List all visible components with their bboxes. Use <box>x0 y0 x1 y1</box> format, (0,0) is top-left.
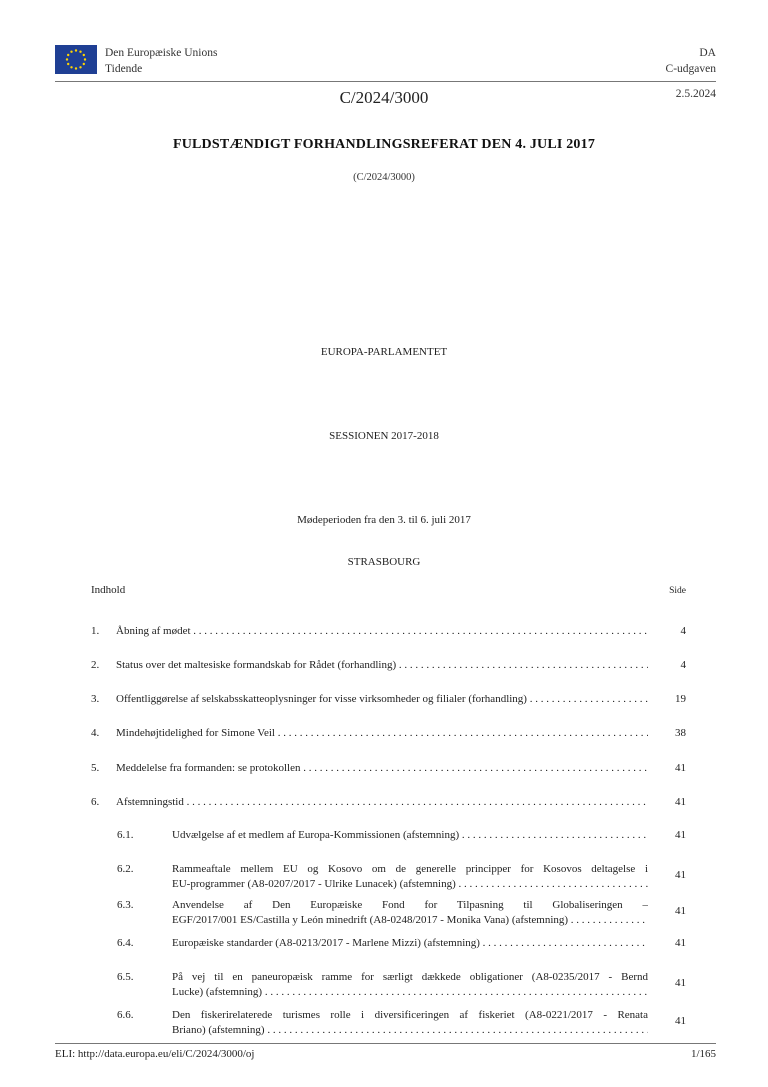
toc-item-number: 6.6. <box>117 1009 134 1021</box>
toc-item-text-line1: Den fiskerirelaterede turismes rolle i diversificeringen af fiskeriet (A8-0221/2017 - Renata <box>172 1009 648 1021</box>
institution-name: EUROPA-PARLAMENTET <box>320 346 448 358</box>
toc-item-text-line2: Lucke) (afstemning) . . . <box>172 985 648 1000</box>
toc-item-number: 4. <box>91 727 100 739</box>
toc-item-text-line1: Rammeaftale mellem EU og Kosovo om de generelle principper for Kosovos deltagelse i <box>172 863 648 875</box>
journal-name-line1: Den Europæiske Unions <box>105 47 218 59</box>
toc-item-text-line1: På vej til en paneuropæisk ramme for særligt dækkede obligationer (A8-0235/2017 - Bernd <box>172 971 648 983</box>
toc-item-number: 6. <box>91 796 100 808</box>
toc-item-text: Mindehøjtidelighed for Simone Veil . . . <box>116 726 648 741</box>
session-label: SESSIONEN 2017-2018 <box>329 430 439 442</box>
journal-name-line2: Tidende <box>105 63 143 75</box>
toc-item-number: 6.3. <box>117 899 134 911</box>
toc-item-page: 41 <box>675 937 686 949</box>
toc-item-text: Afstemningstid . . . <box>116 795 648 810</box>
toc-item-text: Offentliggørelse af selskabsskatteoplysninger for visse virksomheder og filialer (forhandling) . . . <box>116 692 648 707</box>
header-divider <box>55 81 716 82</box>
toc-item-page: 4 <box>680 659 686 671</box>
toc-item-page: 41 <box>675 869 686 881</box>
toc-item-page: 41 <box>675 905 686 917</box>
toc-item-number: 6.2. <box>117 863 134 875</box>
toc-item-number: 3. <box>91 693 100 705</box>
eu-flag-logo <box>55 45 97 74</box>
toc-heading: Indhold <box>91 584 126 596</box>
toc-item-text-line1: Anvendelse af Den Europæiske Fond for Tilpasning til Globaliseringen – <box>172 899 648 911</box>
toc-item-number: 1. <box>91 625 100 637</box>
toc-item-page: 41 <box>675 977 686 989</box>
city-name: STRASBOURG <box>347 556 421 568</box>
session-period: Mødeperioden fra den 3. til 6. juli 2017 <box>297 514 471 526</box>
toc-page-column-label: Side <box>669 586 686 596</box>
page-number: 1/165 <box>690 1048 716 1060</box>
toc-item-text: Åbning af mødet . . . <box>116 624 648 639</box>
toc-item-number: 6.4. <box>117 937 134 949</box>
toc-item-page: 41 <box>675 1015 686 1027</box>
journal-name <box>105 45 217 77</box>
document-title: FULDSTÆNDIGT FORHANDLINGSREFERAT DEN 4. JULI 2017 <box>172 137 596 152</box>
edition-label: C-udgaven <box>665 63 716 75</box>
toc-item-text-line2: Briano) (afstemning) . . . <box>172 1023 648 1038</box>
eli-link[interactable]: ELI: http://data.europa.eu/eli/C/2024/3000/oj <box>55 1048 255 1060</box>
language-code: DA <box>699 47 716 59</box>
toc-item-text: Europæiske standarder (A8-0213/2017 - Marlene Mizzi) (afstemning) . . . <box>172 936 648 951</box>
toc-item-page: 41 <box>675 762 686 774</box>
language-edition <box>666 45 716 77</box>
toc-item-text: Status over det maltesiske formandskab for Rådet (forhandling) . . . <box>116 658 648 673</box>
toc-item-page: 38 <box>675 727 686 739</box>
document-number: C/2024/3000 <box>339 88 429 107</box>
toc-item-text: Meddelelse fra formanden: se protokollen . . . <box>116 761 648 776</box>
document-reference: (C/2024/3000) <box>353 172 415 183</box>
toc-item-page: 4 <box>680 625 686 637</box>
toc-item-number: 5. <box>91 762 100 774</box>
toc-item-text-line2: EGF/2017/001 ES/Castilla y León minedrift (A8-0248/2017 - Monika Vana) (afstemning) . . . <box>172 913 648 928</box>
publication-date: 2.5.2024 <box>675 88 716 100</box>
toc-item-text: Udvælgelse af et medlem af Europa-Kommissionen (afstemning) . . . <box>172 828 648 843</box>
toc-item-number: 6.1. <box>117 829 134 841</box>
toc-item-number: 2. <box>91 659 100 671</box>
toc-item-text-line2: EU-programmer (A8-0207/2017 - Ulrike Lunacek) (afstemning) . . . <box>172 877 648 892</box>
footer-divider <box>55 1043 716 1044</box>
toc-item-page: 19 <box>675 693 686 705</box>
toc-item-page: 41 <box>675 796 686 808</box>
toc-item-page: 41 <box>675 829 686 841</box>
toc-item-number: 6.5. <box>117 971 134 983</box>
